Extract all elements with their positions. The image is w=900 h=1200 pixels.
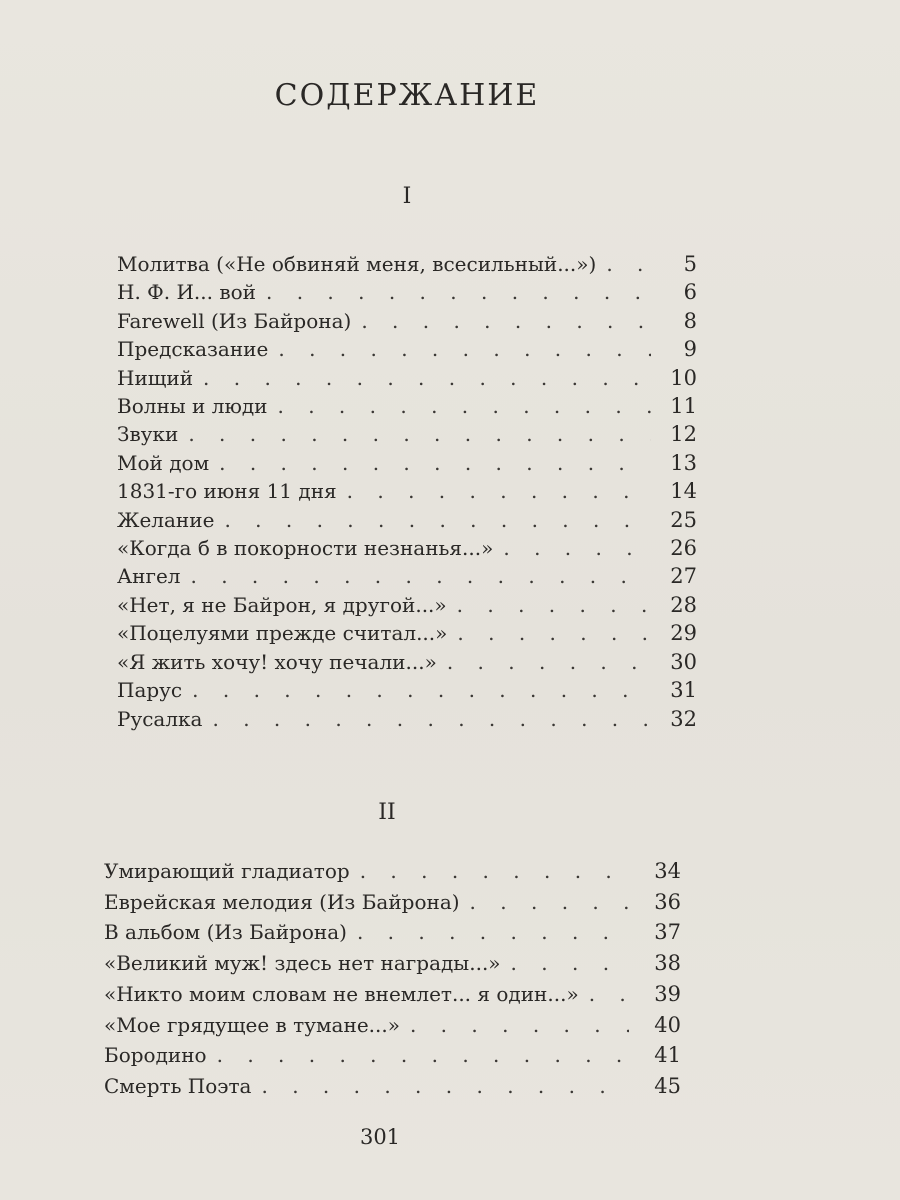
- toc-entry: [117, 534, 697, 562]
- toc-entry: [104, 948, 681, 979]
- toc-entry-page-number: 8: [683, 308, 697, 333]
- toc-entry-page-number: 12: [670, 422, 697, 447]
- toc-entry: [117, 648, 697, 676]
- dot-leader: [503, 534, 651, 562]
- toc-entry: [104, 1010, 681, 1041]
- toc-entry-title: Предсказание: [117, 337, 269, 362]
- toc-entry: [117, 307, 697, 335]
- toc-entry-title: Парус: [117, 678, 183, 703]
- dot-leader: [219, 449, 651, 477]
- toc-entry-title: «Нет, я не Байрон, я другой...»: [117, 592, 447, 617]
- toc-entry-title: «Я жить хочу! хочу печали...»: [117, 649, 437, 674]
- toc-entry: [117, 705, 697, 733]
- dot-leader: [606, 250, 651, 278]
- toc-entry: [104, 856, 681, 887]
- dot-leader: [357, 917, 629, 948]
- toc-entry-page-number: 38: [654, 951, 681, 976]
- toc-entry-page-number: 11: [670, 394, 697, 419]
- toc-entry-page-number: 10: [670, 365, 697, 390]
- toc-entry-title: Ангел: [117, 564, 181, 589]
- dot-leader: [511, 948, 629, 979]
- toc-entry-title: Нищий: [117, 365, 194, 390]
- toc-entry: [117, 619, 697, 647]
- toc-entry-page-number: 36: [654, 889, 681, 914]
- dot-leader: [457, 619, 651, 647]
- toc-entry-title: Еврейская мелодия (Из Байрона): [104, 889, 460, 914]
- dot-leader: [447, 648, 651, 676]
- dot-leader: [410, 1010, 629, 1041]
- toc-entry-page-number: 26: [670, 536, 697, 561]
- toc-entry-title: Умирающий гладиатор: [104, 859, 350, 883]
- dot-leader: [191, 562, 652, 590]
- toc-entry: [104, 1040, 681, 1071]
- toc-entry-title: «Когда б в покорности незнанья...»: [117, 536, 494, 561]
- page-title: СОДЕРЖАНИЕ: [274, 78, 540, 114]
- toc-entry-page-number: 6: [683, 280, 697, 305]
- toc-entry: [117, 364, 697, 392]
- toc-entry: [117, 477, 697, 505]
- toc-entry-title: Волны и люди: [117, 394, 268, 419]
- toc-entry-page-number: 5: [683, 252, 697, 276]
- toc-entry-title: «Мое грядущее в тумане...»: [104, 1012, 400, 1037]
- toc-list-section-2: [104, 856, 681, 1102]
- section-numeral-2: II: [378, 800, 396, 825]
- toc-entry-page-number: 14: [670, 479, 697, 504]
- toc-entry: [104, 1071, 681, 1102]
- toc-entry: [117, 392, 697, 420]
- toc-entry-page-number: 41: [654, 1043, 681, 1068]
- toc-entry-title: 1831-го июня 11 дня: [117, 479, 337, 504]
- dot-leader: [457, 591, 651, 619]
- dot-leader: [188, 420, 651, 448]
- footer-page-number: 301: [359, 1125, 401, 1149]
- toc-entry: [117, 420, 697, 448]
- toc-entry: [117, 591, 697, 619]
- toc-entry-page-number: 31: [670, 678, 697, 703]
- toc-entry-page-number: 39: [654, 981, 681, 1006]
- dot-leader: [278, 335, 651, 363]
- dot-leader: [203, 364, 651, 392]
- toc-entry-page-number: 9: [683, 337, 697, 362]
- toc-entry-page-number: 27: [670, 564, 697, 589]
- toc-list-section-1: [117, 250, 697, 733]
- toc-entry-title: «Никто моим словам не внемлет... я один...»: [104, 981, 579, 1006]
- dot-leader: [217, 1040, 629, 1071]
- dot-leader: [224, 506, 651, 534]
- toc-entry: [104, 917, 681, 948]
- toc-entry: [117, 250, 697, 278]
- toc-entry-page-number: 34: [654, 859, 681, 883]
- toc-entry-title: «Поцелуями прежде считал...»: [117, 621, 448, 646]
- toc-entry-page-number: 45: [654, 1073, 681, 1098]
- dot-leader: [589, 979, 629, 1010]
- toc-entry-title: Звуки: [117, 422, 179, 447]
- toc-entry: [117, 335, 697, 363]
- toc-entry-page-number: 13: [670, 450, 697, 475]
- toc-entry-title: Русалка: [117, 706, 203, 731]
- toc-entry-title: Молитва («Не обвиняй меня, всесильный...»): [117, 252, 597, 276]
- toc-entry-title: Желание: [117, 507, 215, 532]
- toc-entry-page-number: 40: [654, 1012, 681, 1037]
- toc-entry: [117, 506, 697, 534]
- dot-leader: [361, 307, 651, 335]
- toc-entry: [104, 887, 681, 918]
- toc-entry: [117, 449, 697, 477]
- toc-entry-page-number: 29: [670, 621, 697, 646]
- dot-leader: [192, 676, 651, 704]
- dot-leader: [212, 705, 651, 733]
- toc-entry-title: «Великий муж! здесь нет награды...»: [104, 951, 501, 976]
- toc-entry-page-number: 28: [670, 592, 697, 617]
- toc-entry-title: Смерть Поэта: [104, 1073, 252, 1098]
- toc-entry: [117, 562, 697, 590]
- toc-entry-page-number: 32: [670, 706, 697, 731]
- toc-entry: [104, 979, 681, 1010]
- toc-entry-title: В альбом (Из Байрона): [104, 920, 347, 945]
- dot-leader: [360, 856, 629, 887]
- dot-leader: [278, 392, 652, 420]
- toc-entry: [117, 676, 697, 704]
- toc-entry-title: Н. Ф. И... вой: [117, 280, 256, 305]
- toc-entry: [117, 278, 697, 306]
- dot-leader: [470, 887, 629, 918]
- toc-entry-title: Бородино: [104, 1043, 207, 1068]
- section-numeral-1: I: [402, 184, 412, 209]
- dot-leader: [261, 1071, 629, 1102]
- dot-leader: [347, 477, 651, 505]
- toc-entry-title: Farewell (Из Байрона): [117, 308, 352, 333]
- toc-entry-page-number: 25: [670, 507, 697, 532]
- toc-entry-title: Мой дом: [117, 450, 210, 475]
- dot-leader: [266, 278, 651, 306]
- toc-entry-page-number: 30: [670, 649, 697, 674]
- toc-entry-page-number: 37: [654, 920, 681, 945]
